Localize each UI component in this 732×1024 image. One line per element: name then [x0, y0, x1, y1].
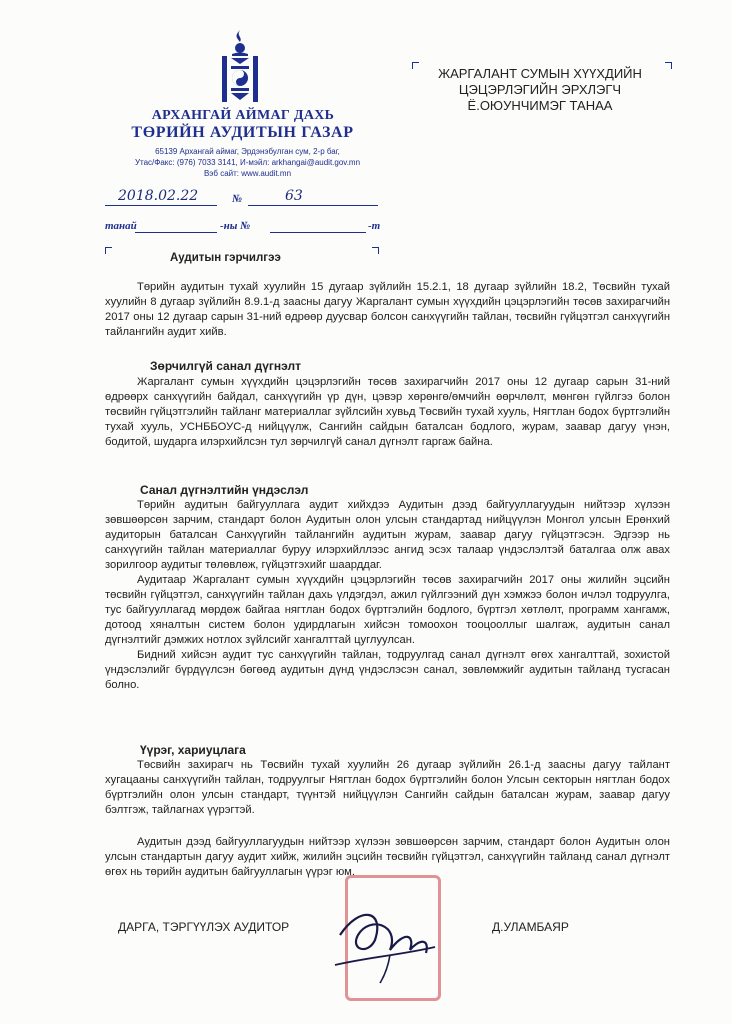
recipient-line2: ЦЭЦЭРЛЭГИЙН ЭРХЛЭГЧ	[458, 82, 622, 97]
signatory-name: Д.УЛАМБАЯР	[492, 920, 569, 934]
section-heading: Зөрчилгүй санал дүгнэлт	[150, 359, 301, 373]
recipient-line1: ЖАРГАЛАНТ СУМЫН ХҮҮХДИЙН	[438, 66, 642, 81]
intro-paragraph: Төрийн аудитын тухай хуулийн 15 дугаар зүйлийн 15.2.1, 18 дугаар зүйлийн 18.2, Төсвийн тухай хуулийн 8 дугаар зүйлийн 8.9.1-д заасны дагуу Жаргалант сумын хүүхдийн цэцэрлэгийн төсөв захирагчийн 2017 оны 12 дугаар сарын 31-ний өдрөөр дуусвар болсон санхүүгийн тайлан, төсвийн гүйцэтгэл санхүүгийн тайлангийн аудит хийв.	[105, 281, 670, 338]
letter-date: 2018.02.22	[118, 188, 199, 204]
title-corner-mark	[105, 247, 112, 254]
ref-suffix: -т	[368, 220, 381, 232]
org-name-line1: АРХАНГАЙ АЙМАГ ДАХЬ	[151, 108, 335, 123]
number-label: №	[232, 193, 243, 205]
section-heading: Үүрэг, хариуцлага	[140, 743, 246, 757]
recipient-line3: Ё.ОЮУНЧИМЭГ ТАНАА	[467, 98, 613, 113]
org-address: 65139 Архангай аймаг, Эрдэнэбулган сум, 2-р баг,	[155, 147, 340, 156]
signatory-title: ДАРГА, ТЭРГҮҮЛЭХ АУДИТОР	[118, 920, 290, 934]
org-contact: Утас/Факс: (976) 7033 3141, И-мэйл: arkhangai@audit.gov.mn	[134, 158, 361, 167]
ref-mid: -ны №	[220, 220, 251, 232]
letter-number: 63	[285, 188, 303, 204]
soyombo-emblem-icon	[222, 28, 258, 102]
closing-paragraph: Аудитын дээд байгууллагуудын нийтээр хүлээн зөвшөөрсөн зарчим, стандарт болон Аудитын олон улсын стандартын дагуу аудит хийж, жилийн эцсийн төсвийн гүйцэтгэл, санхүүгийн тайланд санал дүгнэлт өгөх нь төрийн аудитын байгууллагын үүрэг юм.	[105, 836, 670, 878]
recipient-corner-mark	[665, 62, 672, 69]
title-corner-mark	[372, 247, 379, 254]
handwritten-signature	[330, 895, 440, 985]
number-underline	[248, 205, 378, 206]
section-body: Төрийн аудитын байгууллага аудит хийхдээ Аудитын дээд байгууллагуудын нийтээр хүлээн зөвшөөрсөн зарчим, стандарт болон Аудитын олон улсын стандартад нийцүүлэн Монгол улсын Ерөнхий аудиторын баталсан Санхүүгийн тайлангийн аудитын журам, заавар дагуу гүйцэтгэсэн. Эдгээр нь санхүүгийн тайлан материаллаг буруу илэрхийллээс ангид эсэх талаар үндэслэлтэй баталгаа олж авах зорилгоор аудитыг төлөвлөж, гүйцэтгэхийг шаарддаг. Аудитаар Жаргалант сумын хүүхдийн цэцэрлэгийн төсөв захирагчийн 2017 оны жилийн эцсийн төсвийн гүйцэтгэл, санхүүгийн тайлан дахь үлдэгдэл, ажил гүйлгээний дүн хэмжээ болон ичлэл тодруулга, тус байгууллагад мөрдөж байгаа нягтлан бодох бүртгэлийн бодлого, бүртгэл хөтлөлт, программ хангамж, дотоод хяналтын систем болон удирдлагын хийсэн томоохон тооцооллыг шалгаж, аудитын санал дүгнэлтийг дэмжих нотлох зүйлсийг хангалттай цуглуулсан. Бидний хийсэн аудит тус санхүүгийн тайлан, тодруулгад санал дүгнэлт өгөх хангалттай, зохистой үндэслэлийг бүрдүүлсэн бөгөөд аудитын дүнд үндэслэсэн санал, зөвлөмжийг аудитын тайланд тусгасан болно.	[105, 499, 670, 691]
section-heading: Санал дүгнэлтийн үндэслэл	[140, 483, 309, 497]
document-title: Аудитын гэрчилгээ	[170, 252, 281, 264]
ref-date-underline	[135, 232, 217, 233]
ref-prefix: танай	[105, 220, 137, 232]
ref-number-underline	[270, 232, 366, 233]
section-body: Төсвийн захирагч нь Төсвийн тухай хуулийн 26 дугаар зүйлийн 26.1-д заасны дагуу тайлант хугацааны санхүүгийн тайлан, тодруулгыг Нягтлан бодох бүртгэлийн болон Улсын секторын нягтлан бодох бүртгэлийн олон улсын стандарт, түүнтэй нийцүүлэн Сангийн сайдын баталсан журам, заавар дагуу бэлтгэж, тайлагнах үүрэгтэй.	[105, 759, 670, 816]
section-body: Жаргалант сумын хүүхдийн цэцэрлэгийн төсөв захирагчийн 2017 оны 12 дугаар сарын 31-ний өдрөөрх санхүүгийн байдал, санхүүгийн үр дүн, цэвэр хөрөнгө/өмчийн өөрчлөлт, мөнгөн гүйлгээ болон төсвийн гүйцэтгэлийн тайланг материаллаг зүйлсийн хувьд Төсвийн тухай хууль, Нягтлан бодох бүртгэлийн тухай хууль, УСНББОУС-д нийцүүлж, Сангийн сайдын баталсан бодлого, журам, заавар дагуу үнэн, бодитой, шударга илэрхийлсэн тул зөрчилгүй санал дүгнэлт гаргаж байна.	[105, 376, 670, 448]
org-website: Вэб сайт: www.audit.mn	[203, 169, 292, 178]
org-name-line2: ТӨРИЙН АУДИТЫН ГАЗАР	[131, 124, 354, 141]
date-underline	[105, 205, 217, 206]
recipient-corner-mark	[412, 62, 419, 69]
